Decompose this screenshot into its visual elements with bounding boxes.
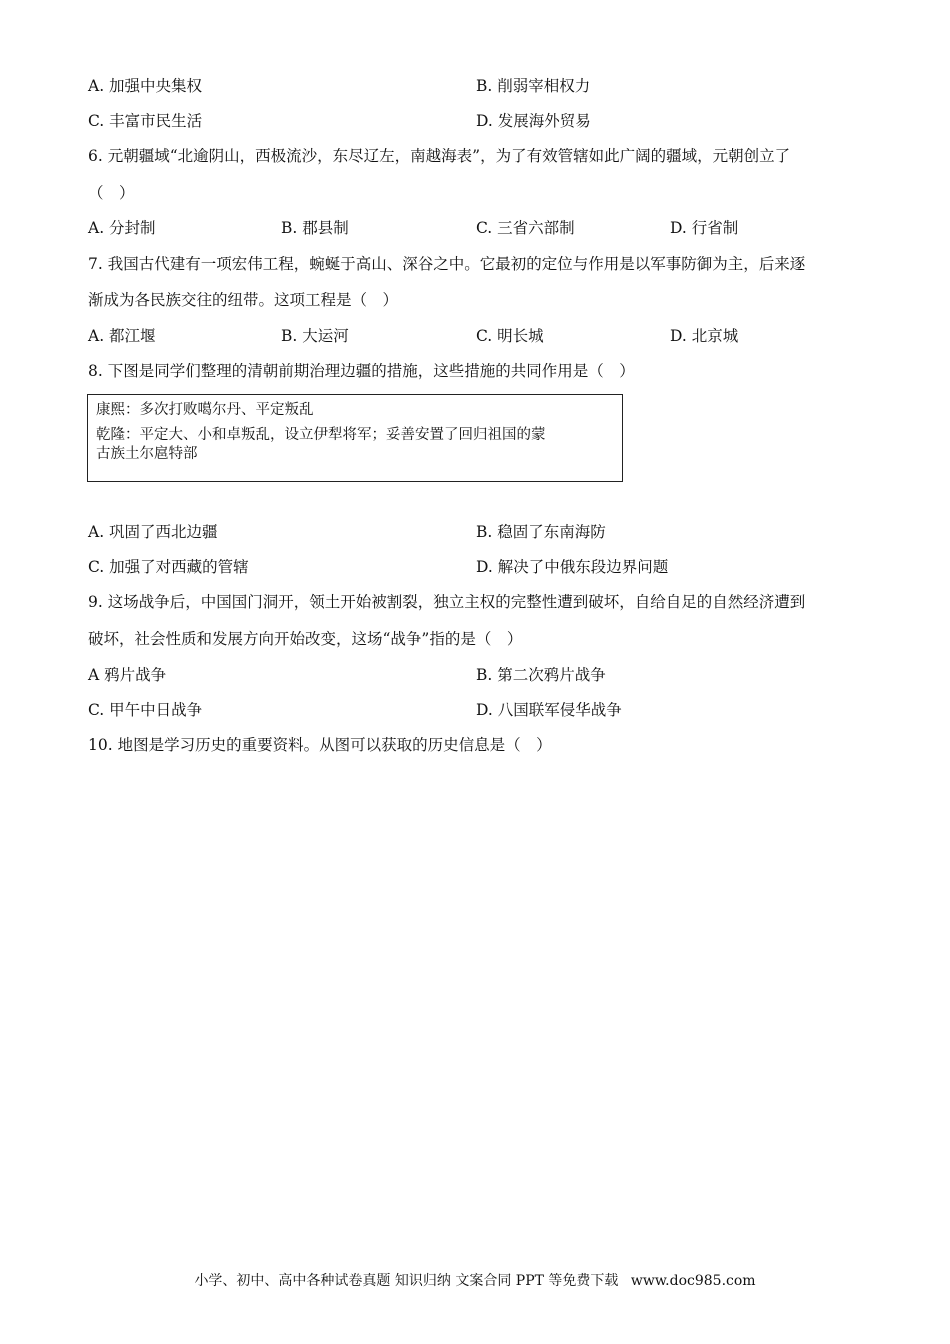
q5-option-b: B. 削弱宰相权力 [476, 77, 591, 95]
q8-option-d: D. 解决了中俄东段边界问题 [476, 558, 669, 576]
q7-stem-line2: 渐成为各民族交往的纽带。这项工程是（ ） [88, 291, 399, 309]
q8-stem: 8. 下图是同学们整理的清朝前期治理边疆的措施，这些措施的共同作用是（ ） [88, 362, 635, 380]
page-footer [0, 1270, 950, 1290]
q6-option-b: B. 郡县制 [281, 219, 349, 237]
q6-stem-line2: （ ） [88, 184, 135, 202]
q9-option-b: B. 第二次鸦片战争 [476, 666, 606, 684]
q9-option-d: D. 八国联军侵华战争 [476, 701, 622, 719]
q5-option-d: D. 发展海外贸易 [476, 112, 591, 130]
q5-option-a: A. 加强中央集权 [88, 77, 203, 95]
q7-option-c: C. 明长城 [476, 327, 544, 345]
q6-stem-line1: 6. 元朝疆域“北逾阴山，西极流沙，东尽辽左，南越海表”，为了有效管辖如此广阔的疆域，元朝创立了 [88, 147, 791, 165]
q7-option-a: A. 都江堰 [88, 327, 156, 345]
q9-option-c: C. 甲午中日战争 [88, 701, 203, 719]
q7-option-b: B. 大运河 [281, 327, 349, 345]
q6-option-d: D. 行省制 [670, 219, 739, 237]
q8-box-qianlong-line1: 乾隆：平定大、小和卓叛乱，设立伊犁将军；妥善安置了回归祖国的蒙 [96, 427, 546, 443]
q8-box-kangxi: 康熙：多次打败噶尔丹、平定叛乱 [96, 402, 314, 418]
q8-option-b: B. 稳固了东南海防 [476, 523, 606, 541]
q6-option-a: A. 分封制 [88, 219, 156, 237]
q6-option-c: C. 三省六部制 [476, 219, 575, 237]
q8-option-a: A. 巩固了西北边疆 [88, 523, 218, 541]
q8-option-c: C. 加强了对西藏的管辖 [88, 558, 249, 576]
footer-text: 小学、初中、高中各种试卷真题 知识归纳 文案合同 PPT 等免费下载 [194, 1273, 619, 1289]
q8-box-qianlong-line2: 古族土尔扈特部 [96, 446, 198, 462]
q8-measures-box [87, 394, 623, 482]
q9-stem-line2: 破坏，社会性质和发展方向开始改变，这场“战争”指的是（ ） [88, 630, 523, 648]
footer-link[interactable]: www.doc985.com [630, 1273, 756, 1289]
q9-option-a: A 鸦片战争 [88, 666, 167, 684]
q9-stem-line1: 9. 这场战争后，中国国门洞开，领土开始被割裂，独立主权的完整性遭到破坏，自给自足的自然经济遭到 [88, 593, 806, 611]
q7-stem-line1: 7. 我国古代建有一项宏伟工程，蜿蜒于高山、深谷之中。它最初的定位与作用是以军事防御为主，后来逐 [88, 255, 806, 273]
q7-option-d: D. 北京城 [670, 327, 739, 345]
q10-stem: 10. 地图是学习历史的重要资料。从图可以获取的历史信息是（ ） [88, 736, 552, 754]
q5-option-c: C. 丰富市民生活 [88, 112, 203, 130]
